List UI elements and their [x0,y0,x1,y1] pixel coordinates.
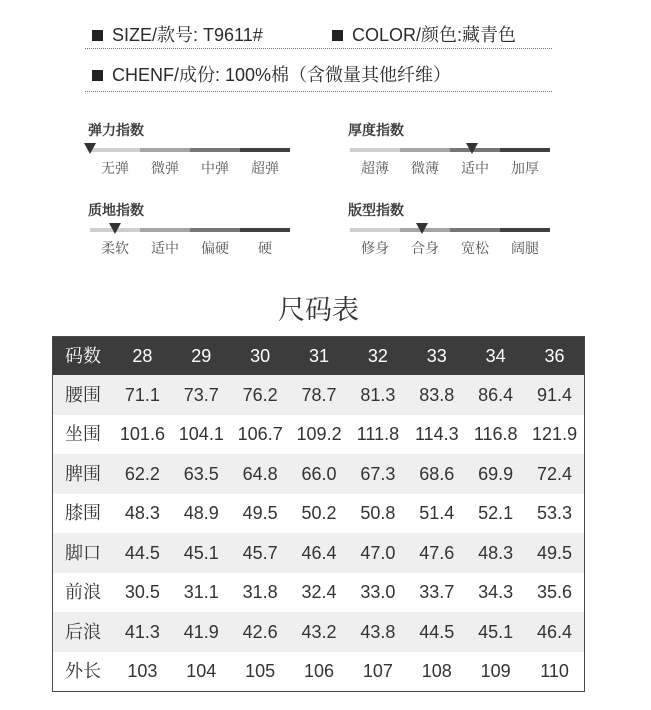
row-label-cell: 腰围 [65,384,101,405]
measurement-cell: 44.5 [419,621,455,642]
measurement-cell: 33.0 [360,582,396,603]
scale-label: 修身 [361,240,389,256]
scale-label: 适中 [461,160,489,176]
measurement-cell: 106 [304,661,335,682]
texture-index [88,200,294,262]
scale-label: 偏硬 [201,240,229,256]
table-row [53,533,584,573]
header-size-cell: 36 [544,346,565,366]
row-label-cell: 坐围 [65,424,101,445]
measurement-cell: 45.1 [478,621,514,642]
header-size-cell: 31 [309,346,330,366]
measurement-cell: 51.4 [419,503,455,524]
row-label-cell: 后浪 [65,621,101,642]
triangle-down-icon [416,223,428,234]
scale-label: 微薄 [411,160,439,176]
table-row [53,454,584,494]
measurement-cell: 104 [186,661,217,682]
measurement-cell: 91.4 [537,384,573,405]
measurement-cell: 67.3 [360,463,396,484]
size-chart-title: 尺码表 [278,295,359,325]
measurement-cell: 43.8 [360,621,396,642]
measurement-cell: 45.1 [183,542,219,563]
scale-label: 中弹 [201,160,229,176]
measurement-cell: 109 [480,661,511,682]
scale-label: 硬 [258,240,272,256]
measurement-cell: 47.6 [419,542,455,563]
square-bullet-icon [92,70,103,81]
scale-labels [90,159,290,177]
composition-line [92,64,451,86]
scale-label: 阔腿 [511,240,539,256]
measurement-cell: 86.4 [478,384,514,405]
measurement-cell: 53.3 [537,503,573,524]
scale-segment [190,228,240,232]
square-bullet-icon [332,30,343,41]
header-size-cell: 32 [367,346,388,366]
measurement-cell: 45.7 [242,542,278,563]
measurement-cell: 63.5 [183,463,219,484]
measurement-cell: 78.7 [301,384,337,405]
measurement-cell: 109.2 [296,424,342,445]
row-label-cell: 脚口 [65,542,101,563]
measurement-cell: 31.8 [242,582,278,603]
triangle-down-icon [84,143,96,154]
header-size-cell: 34 [485,346,506,366]
measurement-cell: 50.8 [360,503,396,524]
size-table-header-row [53,337,584,375]
row-label-cell: 前浪 [65,582,101,603]
measurement-cell: 105 [245,661,276,682]
dotted-divider [85,48,552,49]
scale-segment [140,228,190,232]
index-title: 质地指数 [88,202,144,218]
measurement-cell: 44.5 [124,542,160,563]
scale-label: 超薄 [361,160,389,176]
scale-labels [350,239,550,257]
measurement-cell: 32.4 [301,582,337,603]
measurement-cell: 66.0 [301,463,337,484]
size-table [52,336,585,692]
measurement-cell: 107 [362,661,393,682]
table-row [53,612,584,652]
scale-labels [350,159,550,177]
header-size-cell: 30 [250,346,271,366]
measurement-cell: 48.3 [124,503,160,524]
measurement-cell: 48.9 [183,503,219,524]
measurement-cell: 30.5 [124,582,160,603]
scale-label: 适中 [151,240,179,256]
index-scale-bar [350,228,550,232]
index-scale-bar [350,148,550,152]
measurement-cell: 49.5 [242,503,278,524]
measurement-cell: 69.9 [478,463,514,484]
triangle-down-icon [109,223,121,234]
scale-segment [350,148,400,152]
measurement-cell: 73.7 [183,384,219,405]
index-title: 弹力指数 [88,122,144,138]
measurement-cell: 114.3 [414,424,459,445]
index-scale-bar [90,148,290,152]
measurement-cell: 64.8 [242,463,278,484]
row-label-cell: 脾围 [65,463,101,484]
measurement-cell: 111.8 [356,424,400,445]
measurement-cell: 83.8 [419,384,455,405]
scale-label: 宽松 [461,240,489,256]
index-title: 厚度指数 [348,122,404,138]
composition-text: CHENF/成份: 100%棉（含微量其他纤维） [112,65,452,85]
measurement-cell: 41.3 [124,621,160,642]
row-label-cell: 外长 [65,661,101,682]
style-number-text: SIZE/款号: T9611# [112,25,263,45]
measurement-cell: 101.6 [119,424,165,445]
measurement-cell: 106.7 [237,424,283,445]
thickness-index [348,120,554,182]
measurement-cell: 108 [421,661,452,682]
measurement-cell: 31.1 [183,582,219,603]
measurement-cell: 121.9 [532,424,578,445]
measurement-cell: 71.1 [124,384,160,405]
header-label-cell: 码数 [65,346,101,366]
measurement-cell: 47.0 [360,542,396,563]
elasticity-index [88,120,294,182]
measurement-cell: 104.1 [178,424,224,445]
measurement-cell: 76.2 [242,384,278,405]
scale-segment [240,148,290,152]
table-row [53,573,584,613]
color-line [332,24,516,46]
header-size-cell: 28 [132,346,153,366]
scale-segment [350,228,400,232]
triangle-down-icon [466,143,478,154]
style-number-line [92,24,263,46]
scale-label: 合身 [411,240,439,256]
measurement-cell: 81.3 [360,384,396,405]
scale-label: 超弹 [251,160,279,176]
row-label-cell: 膝围 [65,503,101,524]
measurement-cell: 46.4 [301,542,337,563]
dotted-divider [85,91,552,92]
scale-label: 无弹 [101,160,129,176]
measurement-cell: 110 [540,661,569,682]
measurement-cell: 33.7 [419,582,455,603]
color-text: COLOR/颜色:藏青色 [352,25,517,45]
measurement-cell: 52.1 [478,503,514,524]
header-size-cell: 29 [191,346,212,366]
scale-segment [240,228,290,232]
measurement-cell: 68.6 [419,463,455,484]
scale-label: 加厚 [511,160,539,176]
measurement-cell: 34.3 [478,582,514,603]
scale-segment [140,148,190,152]
measurement-cell: 35.6 [537,582,573,603]
scale-segment [500,228,550,232]
measurement-cell: 72.4 [537,463,573,484]
measurement-cell: 46.4 [537,621,573,642]
scale-segment [90,148,140,152]
measurement-cell: 116.8 [473,424,518,445]
fit-index [348,200,554,262]
scale-label: 柔软 [101,240,129,256]
index-title: 版型指数 [348,202,404,218]
measurement-cell: 48.3 [478,542,514,563]
measurement-cell: 62.2 [124,463,160,484]
measurement-cell: 43.2 [301,621,337,642]
measurement-cell: 50.2 [301,503,337,524]
measurement-cell: 49.5 [537,542,573,563]
scale-labels [90,239,290,257]
measurement-cell: 41.9 [183,621,219,642]
table-row [53,494,584,534]
scale-label: 微弹 [151,160,179,176]
measurement-cell: 103 [127,661,158,682]
table-row [53,652,584,692]
scale-segment [500,148,550,152]
square-bullet-icon [92,30,103,41]
scale-segment [190,148,240,152]
header-size-cell: 33 [426,346,447,366]
scale-segment [450,228,500,232]
table-row [53,415,584,455]
scale-segment [400,148,450,152]
measurement-cell: 42.6 [242,621,278,642]
table-row [53,375,584,415]
